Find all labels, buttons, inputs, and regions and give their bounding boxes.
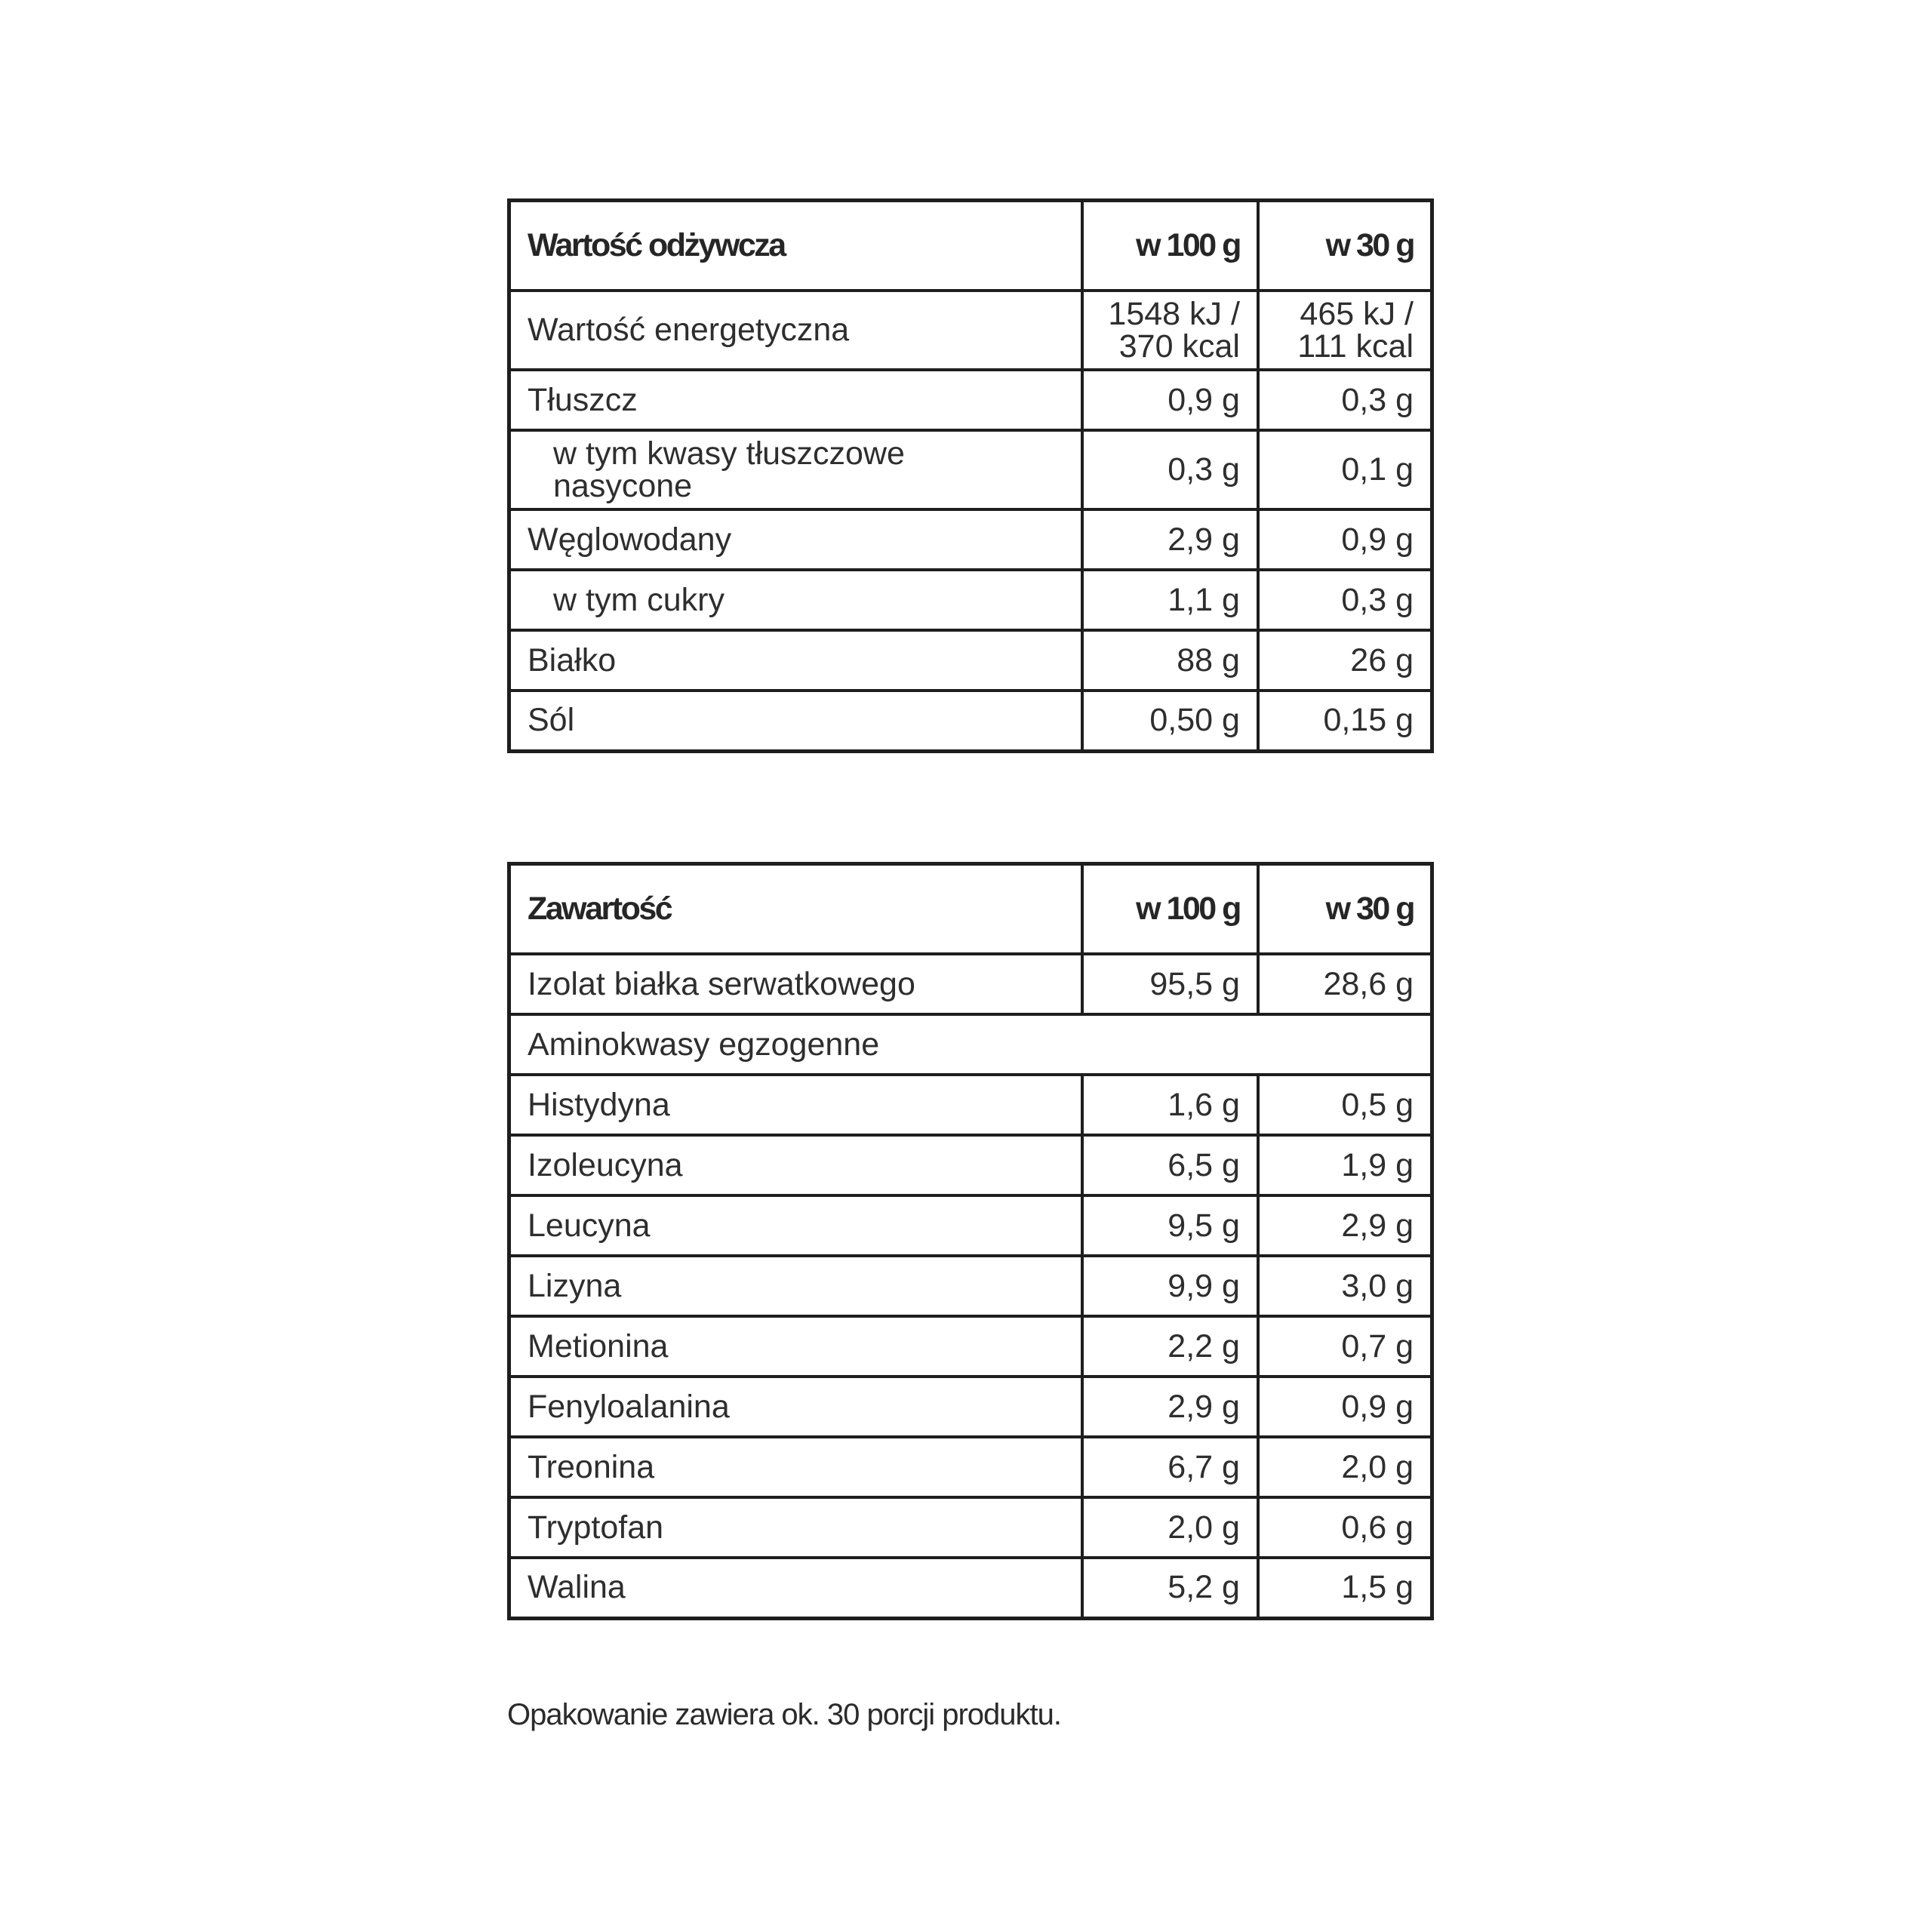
- table-row: [509, 630, 1432, 691]
- row-label: Lizyna: [509, 1256, 1083, 1316]
- row-label: [509, 430, 1083, 509]
- value-per-30g: 2,9 g: [1258, 1195, 1432, 1256]
- value-per-30g: 0,15 g: [1258, 691, 1432, 751]
- table-row: [509, 1377, 1432, 1437]
- nutrition-table: [507, 198, 1434, 753]
- value-per-30g: 0,9 g: [1258, 1377, 1432, 1437]
- row-label: Tryptofan: [509, 1497, 1083, 1558]
- row-label: Wartość energetyczna: [509, 291, 1083, 370]
- table-header-row: [509, 201, 1432, 291]
- table-row: [509, 1256, 1432, 1316]
- value-per-100g: 0,3 g: [1082, 430, 1258, 509]
- value-per-100g: [1082, 291, 1258, 370]
- table-row: [509, 1075, 1432, 1135]
- table-row: [509, 691, 1432, 751]
- content-table: [507, 862, 1434, 1620]
- row-label: Metionina: [509, 1316, 1083, 1377]
- row-label: Izoleucyna: [509, 1135, 1083, 1195]
- header-per-100g: w 100 g: [1082, 864, 1258, 955]
- row-label: Leucyna: [509, 1195, 1083, 1256]
- label-line: w tym kwasy tłuszczowe: [553, 435, 905, 472]
- header-per-30g: w 30 g: [1258, 201, 1432, 291]
- table-row: [509, 1195, 1432, 1256]
- value-per-100g: 2,9 g: [1082, 1377, 1258, 1437]
- value-line: 370 kcal: [1118, 328, 1240, 365]
- table-row: [509, 954, 1432, 1014]
- value-per-30g: 0,5 g: [1258, 1075, 1432, 1135]
- value-line: 465 kJ /: [1300, 295, 1414, 332]
- value-line: 1548 kJ /: [1108, 295, 1240, 332]
- value-per-100g: 0,50 g: [1082, 691, 1258, 751]
- value-line: 111 kcal: [1297, 328, 1414, 365]
- table-row: [509, 1558, 1432, 1618]
- table-row: [509, 1497, 1432, 1558]
- value-per-30g: 0,9 g: [1258, 509, 1432, 570]
- header-per-100g: w 100 g: [1082, 201, 1258, 291]
- table-row: [509, 570, 1432, 630]
- row-label: w tym cukry: [509, 570, 1083, 630]
- row-label: Walina: [509, 1558, 1083, 1618]
- table-header-row: [509, 864, 1432, 955]
- value-per-30g: 26 g: [1258, 630, 1432, 691]
- value-per-30g: 1,9 g: [1258, 1135, 1432, 1195]
- value-per-30g: 3,0 g: [1258, 1256, 1432, 1316]
- row-label: Izolat białka serwatkowego: [509, 954, 1083, 1014]
- section-label: Aminokwasy egzogenne: [509, 1014, 1432, 1075]
- table-row: [509, 1135, 1432, 1195]
- table-row: [509, 430, 1432, 509]
- value-per-100g: 9,5 g: [1082, 1195, 1258, 1256]
- value-per-100g: 2,2 g: [1082, 1316, 1258, 1377]
- value-per-100g: 0,9 g: [1082, 370, 1258, 430]
- table-row: [509, 370, 1432, 430]
- row-label: Tłuszcz: [509, 370, 1083, 430]
- value-per-100g: 88 g: [1082, 630, 1258, 691]
- value-per-30g: 0,6 g: [1258, 1497, 1432, 1558]
- table-row: [509, 1437, 1432, 1497]
- value-per-30g: 0,1 g: [1258, 430, 1432, 509]
- footer-note: Opakowanie zawiera ok. 30 porcji produktu.: [507, 1698, 1061, 1731]
- row-label: Fenyloalanina: [509, 1377, 1083, 1437]
- value-per-100g: 2,9 g: [1082, 509, 1258, 570]
- value-per-100g: 1,6 g: [1082, 1075, 1258, 1135]
- row-label: Białko: [509, 630, 1083, 691]
- label-line: nasycone: [553, 467, 693, 504]
- value-per-100g: 9,9 g: [1082, 1256, 1258, 1316]
- row-label: Węglowodany: [509, 509, 1083, 570]
- value-per-30g: 28,6 g: [1258, 954, 1432, 1014]
- header-label: Zawartość: [509, 864, 1083, 955]
- value-per-100g: 95,5 g: [1082, 954, 1258, 1014]
- value-per-30g: 2,0 g: [1258, 1437, 1432, 1497]
- row-label: Sól: [509, 691, 1083, 751]
- value-per-100g: 1,1 g: [1082, 570, 1258, 630]
- value-per-30g: 0,3 g: [1258, 370, 1432, 430]
- value-per-100g: 2,0 g: [1082, 1497, 1258, 1558]
- value-per-100g: 6,5 g: [1082, 1135, 1258, 1195]
- value-per-100g: 6,7 g: [1082, 1437, 1258, 1497]
- header-label: Wartość odżywcza: [509, 201, 1083, 291]
- section-row: [509, 1014, 1432, 1075]
- table-row: [509, 509, 1432, 570]
- value-per-30g: 1,5 g: [1258, 1558, 1432, 1618]
- table-row: [509, 291, 1432, 370]
- value-per-30g: [1258, 291, 1432, 370]
- table-row: [509, 1316, 1432, 1377]
- value-per-30g: 0,7 g: [1258, 1316, 1432, 1377]
- row-label: Treonina: [509, 1437, 1083, 1497]
- value-per-30g: 0,3 g: [1258, 570, 1432, 630]
- value-per-100g: 5,2 g: [1082, 1558, 1258, 1618]
- header-per-30g: w 30 g: [1258, 864, 1432, 955]
- row-label: Histydyna: [509, 1075, 1083, 1135]
